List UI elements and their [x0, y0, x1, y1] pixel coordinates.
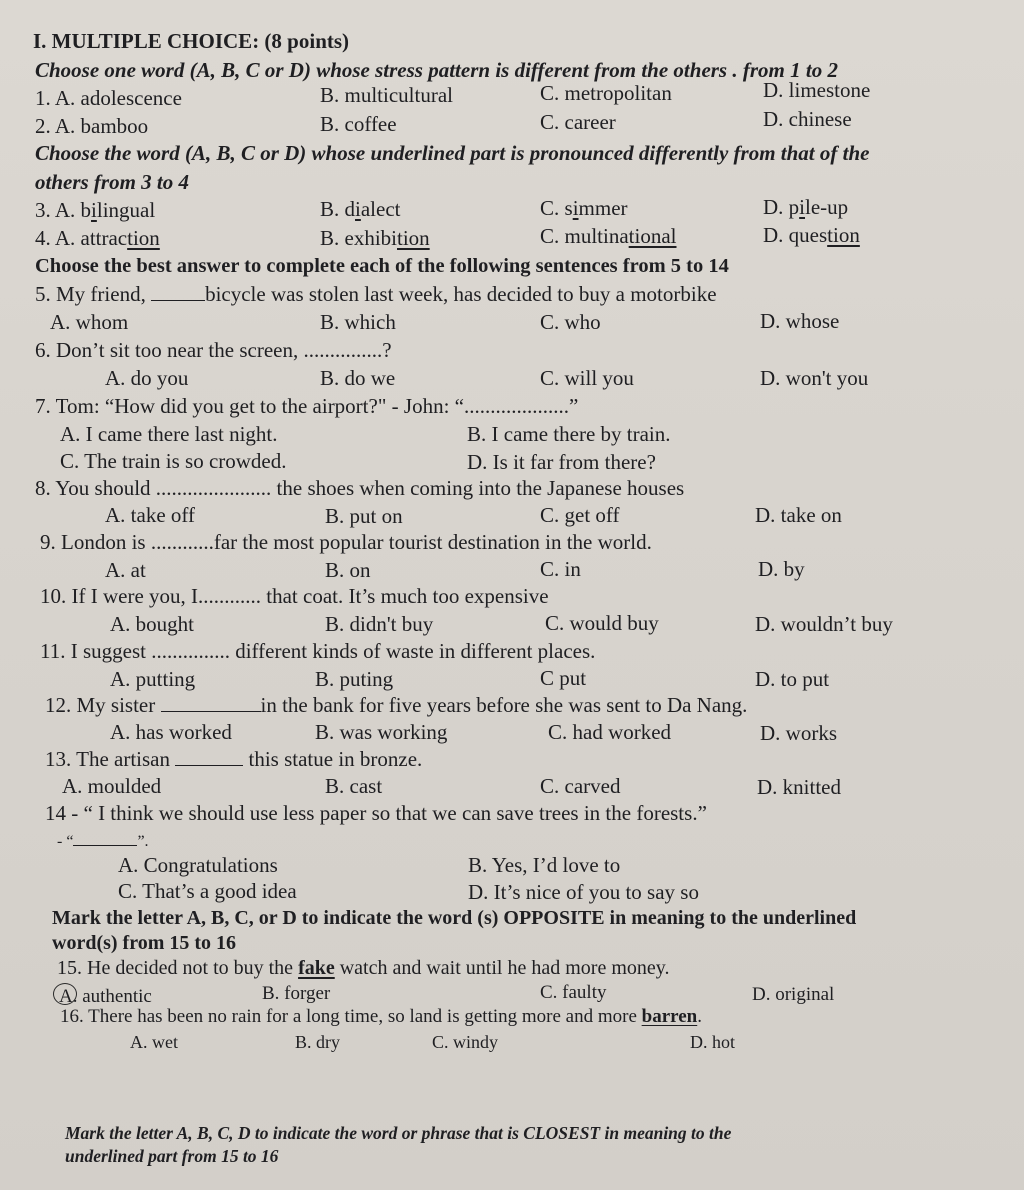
q14-option-d[interactable]: D. It’s nice of you to say so — [468, 880, 699, 904]
q3-d-pre: D. p — [763, 195, 800, 219]
q14-blank[interactable] — [73, 825, 137, 846]
q16-stem-start: 16. There has been no rain for a long time, so land is getting more and more — [60, 1006, 642, 1027]
q2-option-b[interactable]: B. coffee — [320, 112, 397, 136]
q1-a-text: A. adolescence — [54, 86, 182, 110]
q3-c-post: mmer — [578, 196, 628, 220]
q4-option-d[interactable] — [763, 222, 860, 248]
q16-option-d[interactable]: D. hot — [690, 1032, 735, 1052]
q11-option-d[interactable]: D. to put — [755, 667, 830, 691]
q4-c-underlined: tional — [628, 224, 677, 248]
q10-stem: 10. If I were you, I............ that coat. It’s much too expensive — [40, 584, 549, 608]
q13-option-b[interactable]: B. cast — [325, 774, 383, 798]
q7-stem: 7. Tom: “How did you get to the airport?" - John: “....................” — [35, 394, 579, 418]
q15-option-c[interactable]: C. faulty — [540, 982, 607, 1003]
q16-option-a[interactable]: A. wet — [130, 1032, 178, 1052]
q13-stem — [45, 746, 422, 772]
q1-option-c[interactable]: C. metropolitan — [540, 81, 672, 105]
q4-a-pre: 4. A. attrac — [35, 226, 128, 250]
q4-c-pre: C. multina — [540, 224, 629, 248]
instruction-closest-line1: Mark the letter A, B, C, D to indicate the word or phrase that is CLOSEST in meaning to the — [65, 1123, 732, 1143]
q15-underlined-word: fake — [298, 957, 335, 979]
q3-a-pre: 3. A. b — [35, 198, 92, 222]
q3-c-pre: C. s — [540, 196, 573, 220]
q9-option-b[interactable]: B. on — [325, 558, 371, 582]
q4-option-b[interactable] — [320, 225, 430, 251]
q10-option-c[interactable]: C. would buy — [545, 611, 659, 635]
q16-option-b[interactable]: B. dry — [295, 1032, 340, 1052]
q3-b-underlined: i — [355, 197, 361, 221]
q5-option-b[interactable]: B. which — [320, 310, 396, 334]
q12-stem-end: in the bank for five years before she was sent to Da Nang. — [260, 693, 748, 717]
q9-option-c[interactable]: C. in — [540, 557, 581, 581]
q7-option-b[interactable]: B. I came there by train. — [467, 422, 671, 446]
q12-stem-start: 12. My sister — [45, 693, 161, 717]
q5-stem-start: 5. My friend, — [35, 282, 152, 306]
q14-stem: 14 - “ I think we should use less paper so that we can save trees in the forests.” — [45, 801, 707, 825]
q15-option-b[interactable]: B. forger — [262, 983, 331, 1004]
q14-option-a[interactable]: A. Congratulations — [118, 853, 278, 877]
q14-reply-close: ”. — [137, 833, 149, 850]
q2-number: 2. — [35, 114, 55, 138]
q9-stem: 9. London is ............far the most popular tourist destination in the world. — [40, 530, 652, 554]
q11-option-b[interactable]: B. puting — [315, 667, 394, 691]
q5-stem-end: bicycle was stolen last week, has decided to buy a motorbike — [205, 282, 717, 306]
q4-b-underlined: tion — [397, 226, 430, 250]
instruction-opposite-line1: Mark the letter A, B, C, or D to indicate the word (s) OPPOSITE in meaning to the underlined — [52, 907, 857, 929]
q1-number: 1. — [35, 86, 55, 110]
q14-reply — [57, 825, 149, 855]
q7-option-d[interactable]: D. Is it far from there? — [467, 450, 656, 474]
q16-option-c[interactable]: C. windy — [432, 1032, 499, 1052]
q5-option-a[interactable]: A. whom — [50, 310, 129, 334]
q13-blank[interactable] — [175, 747, 243, 766]
instruction-opposite-line2: word(s) from 15 to 16 — [52, 932, 237, 954]
q2-option-c[interactable]: C. career — [540, 110, 616, 134]
q7-option-c[interactable]: C. The train is so crowded. — [60, 449, 287, 473]
instruction-best-answer: Choose the best answer to complete each of the following sentences from 5 to 14 — [35, 255, 729, 277]
q8-stem: 8. You should ...................... the shoes when coming into the Japanese houses — [35, 476, 685, 500]
q8-option-c[interactable]: C. get off — [540, 503, 620, 527]
instruction-stress: Choose one word (A, B, C or D) whose stress pattern is different from the others . from 1 to 2 — [35, 58, 838, 82]
q15-stem-start: 15. He decided not to buy the — [57, 957, 299, 979]
q14-reply-open: - “ — [57, 833, 74, 850]
q12-option-d[interactable]: D. works — [760, 721, 837, 745]
q5-option-c[interactable]: C. who — [540, 310, 601, 334]
q10-option-d[interactable]: D. wouldn’t buy — [755, 612, 893, 636]
q13-option-c[interactable]: C. carved — [540, 774, 621, 798]
q3-b-pre: B. d — [320, 197, 356, 221]
q8-option-a[interactable]: A. take off — [105, 503, 195, 527]
q3-option-d[interactable] — [763, 194, 848, 220]
q9-option-a[interactable]: A. at — [105, 558, 146, 582]
q3-option-b[interactable] — [320, 196, 401, 222]
instruction-closest-line2: underlined part from 15 to 16 — [65, 1146, 279, 1166]
q2-option-d[interactable]: D. chinese — [763, 107, 852, 131]
q10-option-b[interactable]: B. didn't buy — [325, 612, 434, 636]
q10-option-a[interactable]: A. bought — [110, 612, 194, 636]
q4-d-pre: D. ques — [763, 223, 828, 247]
q4-d-underlined: tion — [827, 223, 860, 247]
q13-stem-end: this statue in bronze. — [243, 747, 423, 771]
q11-option-c[interactable]: C put — [540, 666, 587, 690]
q12-option-a[interactable]: A. has worked — [110, 720, 232, 744]
q11-stem: 11. I suggest ............... different kinds of waste in different places. — [40, 639, 596, 663]
q3-c-underlined: i — [572, 196, 579, 220]
q8-option-d[interactable]: D. take on — [755, 503, 842, 527]
q15-stem — [57, 955, 669, 981]
q6-option-a[interactable]: A. do you — [105, 366, 189, 390]
q16-stem-end: . — [697, 1006, 702, 1027]
q4-option-c[interactable] — [540, 223, 677, 249]
q4-option-a[interactable] — [35, 225, 160, 251]
q6-option-c[interactable]: C. will you — [540, 366, 634, 390]
q12-blank[interactable] — [161, 693, 261, 712]
q1-option-a[interactable] — [35, 85, 182, 111]
q3-b-post: alect — [360, 197, 401, 221]
q3-option-a[interactable] — [35, 197, 155, 223]
q6-stem: 6. Don’t sit too near the screen, ...............? — [35, 338, 392, 362]
q6-option-b[interactable]: B. do we — [320, 366, 396, 390]
q3-d-underlined: i — [799, 195, 806, 219]
instruction-pronunciation-line1: Choose the word (A, B, C or D) whose underlined part is pronounced differently from that of the — [35, 141, 870, 165]
q16-stem — [60, 1004, 702, 1030]
q3-a-post: lingual — [96, 198, 156, 222]
q12-stem — [45, 692, 747, 718]
q1-option-b[interactable]: B. multicultural — [320, 83, 453, 107]
q3-option-c[interactable] — [540, 195, 628, 221]
q11-option-a[interactable]: A. putting — [110, 667, 196, 691]
q3-a-underlined: i — [91, 198, 97, 222]
q5-stem — [35, 281, 717, 307]
q12-option-c[interactable]: C. had worked — [548, 720, 672, 744]
q13-option-a[interactable]: A. moulded — [62, 774, 162, 798]
q6-option-d[interactable]: D. won't you — [760, 366, 869, 390]
q1-option-d[interactable]: D. limestone — [763, 78, 871, 102]
q13-stem-start: 13. The artisan — [45, 747, 176, 771]
q15-stem-end: watch and wait until he had more money. — [334, 957, 670, 979]
q8-option-b[interactable]: B. put on — [325, 504, 403, 528]
q3-d-post: le-up — [805, 195, 849, 219]
q7-option-a[interactable]: A. I came there last night. — [60, 422, 278, 446]
q15-a-text: A. authentic — [59, 986, 152, 1007]
q4-b-pre: B. exhibi — [320, 226, 397, 250]
q5-blank[interactable] — [151, 282, 205, 301]
q9-option-d[interactable]: D. by — [758, 557, 805, 581]
answer-circle-mark — [53, 983, 77, 1005]
q2-a-text: A. bamboo — [54, 114, 149, 138]
section-title: I. MULTIPLE CHOICE: (8 points) — [33, 29, 350, 53]
q14-option-b[interactable]: B. Yes, I’d love to — [468, 853, 621, 877]
q14-option-c[interactable]: C. That’s a good idea — [118, 879, 297, 903]
q2-option-a[interactable] — [35, 113, 148, 139]
instruction-pronunciation-line2: others from 3 to 4 — [35, 170, 190, 194]
q12-option-b[interactable]: B. was working — [315, 720, 448, 744]
q16-underlined-word: barren — [641, 1006, 698, 1027]
q5-option-d[interactable]: D. whose — [760, 309, 840, 333]
q4-a-underlined: tion — [127, 226, 160, 250]
q13-option-d[interactable]: D. knitted — [757, 775, 841, 799]
q15-option-d[interactable]: D. original — [752, 984, 835, 1005]
